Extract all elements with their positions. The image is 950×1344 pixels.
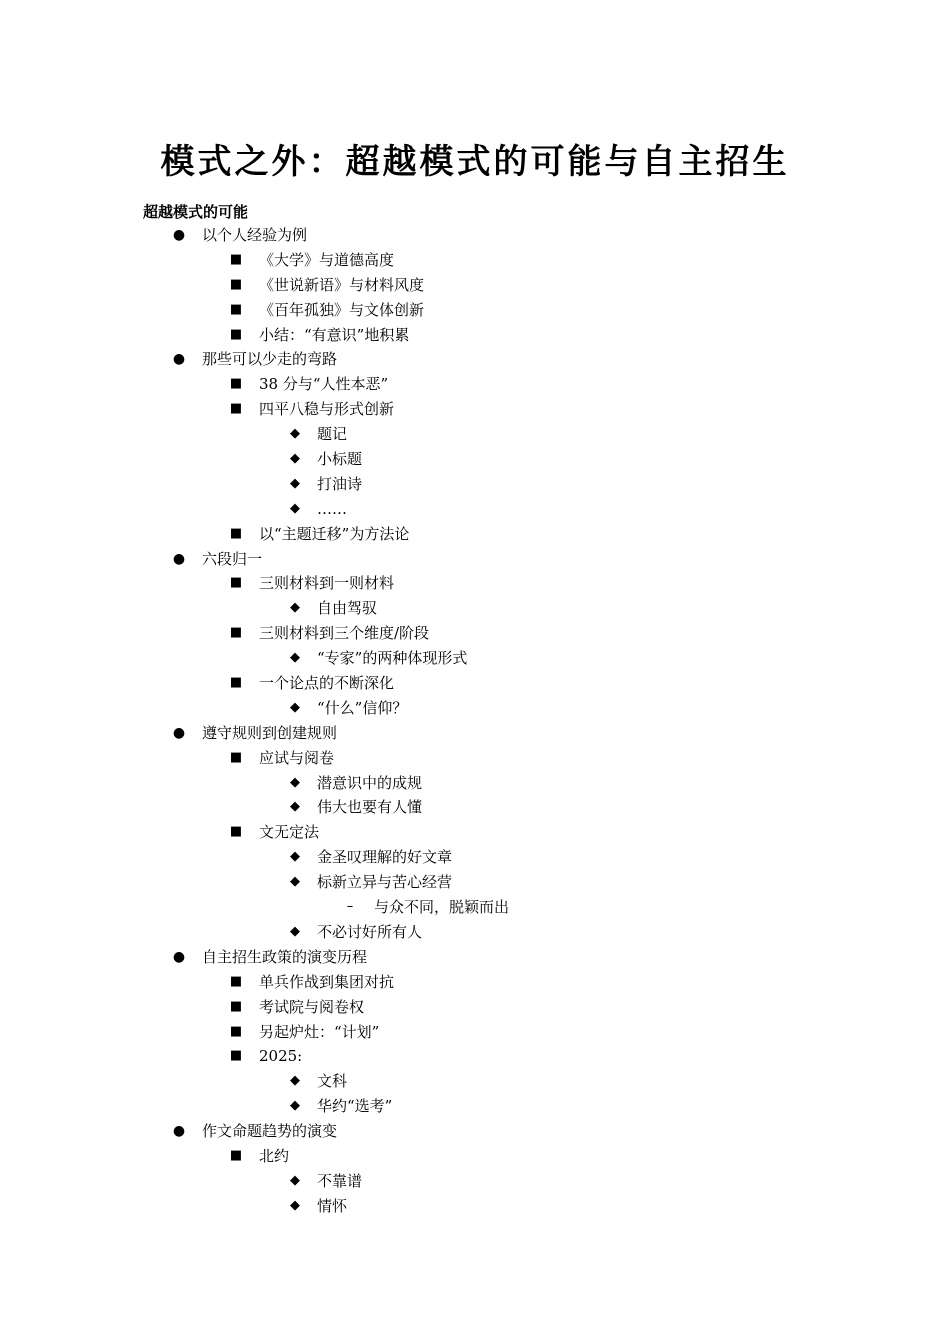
outline-item bbox=[0, 1169, 950, 1194]
outline-item-text: 自主招生政策的演变历程 bbox=[202, 947, 368, 966]
outline-item-text: 题记 bbox=[317, 425, 348, 444]
bullet-square-icon: ■ bbox=[229, 749, 243, 765]
bullet-square-icon: ■ bbox=[229, 973, 243, 989]
outline-item-text: 文无定法 bbox=[259, 823, 320, 842]
outline-item-text: 那些可以少走的弯路 bbox=[202, 350, 338, 369]
outline-item bbox=[0, 1144, 950, 1169]
outline-item bbox=[0, 223, 950, 248]
outline-item-text: 应试与阅卷 bbox=[259, 748, 335, 767]
outline-item-text: 小标题 bbox=[317, 450, 363, 469]
bullet-dot-icon: ● bbox=[172, 351, 186, 368]
bullet-diamond-icon: ◆ bbox=[290, 426, 300, 442]
outline-item-text: 2025: bbox=[259, 1047, 303, 1066]
bullet-dot-icon: ● bbox=[172, 227, 186, 243]
bullet-square-icon: ■ bbox=[229, 575, 243, 591]
outline-item-text: 情怀 bbox=[317, 1196, 348, 1215]
outline-item-text: 自由驾驭 bbox=[317, 599, 378, 618]
outline-item-text: 华约“选考” bbox=[317, 1097, 393, 1116]
outline-item-text: 《大学》与道德高度 bbox=[259, 250, 395, 269]
bullet-dot-icon: ● bbox=[172, 1123, 186, 1140]
bullet-square-icon: ■ bbox=[229, 301, 243, 317]
bullet-square-icon: ■ bbox=[229, 251, 243, 267]
outline-item-text: 作文命题趋势的演变 bbox=[202, 1122, 338, 1141]
bullet-dot-icon: ● bbox=[172, 948, 186, 965]
outline-item bbox=[0, 895, 950, 920]
bullet-diamond-icon: ◆ bbox=[290, 650, 300, 666]
outline-item-text: 遵守规则到创建规则 bbox=[202, 723, 338, 742]
outline-item bbox=[0, 522, 950, 547]
outline-item bbox=[0, 347, 950, 372]
outline-item-text: 以个人经验为例 bbox=[202, 226, 308, 244]
outline-item-text: 一个论点的不断深化 bbox=[259, 674, 395, 693]
outline-item-text: 四平八稳与形式创新 bbox=[259, 400, 395, 419]
outline-item bbox=[0, 646, 950, 671]
bullet-square-icon: ■ bbox=[229, 276, 243, 292]
bullet-diamond-icon: ◆ bbox=[290, 849, 300, 865]
outline-item bbox=[0, 323, 950, 348]
bullet-dash-icon: – bbox=[346, 899, 354, 915]
outline-item bbox=[0, 970, 950, 995]
outline-item bbox=[0, 1020, 950, 1045]
bullet-diamond-icon: ◆ bbox=[290, 799, 300, 815]
outline-item-text: 打油诗 bbox=[317, 474, 363, 493]
bullet-diamond-icon: ◆ bbox=[290, 774, 300, 790]
outline-list bbox=[0, 223, 950, 1219]
outline-item-text: “专家”的两种体现形式 bbox=[317, 649, 468, 668]
bullet-diamond-icon: ◆ bbox=[290, 874, 300, 890]
section-heading: 超越模式的可能 bbox=[143, 203, 249, 221]
outline-item bbox=[0, 1044, 950, 1069]
outline-item-text: 不靠谱 bbox=[317, 1171, 363, 1190]
bullet-dot-icon: ● bbox=[172, 550, 186, 567]
outline-item-text: 六段归一 bbox=[202, 549, 263, 568]
outline-item bbox=[0, 1119, 950, 1144]
outline-item bbox=[0, 870, 950, 895]
bullet-diamond-icon: ◆ bbox=[290, 1197, 300, 1213]
outline-item-text: 标新立异与苦心经营 bbox=[317, 873, 453, 892]
outline-item bbox=[0, 1094, 950, 1119]
outline-item-text: 考试院与阅卷权 bbox=[259, 997, 365, 1016]
bullet-square-icon: ■ bbox=[229, 824, 243, 840]
bullet-diamond-icon: ◆ bbox=[290, 699, 300, 715]
outline-item-text: …… bbox=[317, 499, 347, 518]
outline-item-text: 文科 bbox=[317, 1072, 348, 1091]
outline-item bbox=[0, 596, 950, 621]
outline-item bbox=[0, 1194, 950, 1219]
outline-item bbox=[0, 771, 950, 796]
outline-item bbox=[0, 447, 950, 472]
outline-item bbox=[0, 621, 950, 646]
outline-item-text: 另起炉灶：“计划” bbox=[259, 1022, 380, 1041]
outline-item-text: 与众不同，脱颖而出 bbox=[374, 898, 510, 917]
outline-item-text: 小结：“有意识”地积累 bbox=[259, 325, 410, 344]
outline-item-text: 《世说新语》与材料风度 bbox=[259, 275, 425, 294]
bullet-square-icon: ■ bbox=[229, 525, 243, 541]
outline-item bbox=[0, 248, 950, 273]
outline-item-text: 38 分与“人性本恶” bbox=[259, 375, 389, 394]
outline-item bbox=[0, 696, 950, 721]
outline-item-text: 不必讨好所有人 bbox=[317, 922, 423, 941]
bullet-square-icon: ■ bbox=[229, 1023, 243, 1039]
outline-item-text: 金圣叹理解的好文章 bbox=[317, 848, 453, 867]
outline-item bbox=[0, 721, 950, 746]
bullet-diamond-icon: ◆ bbox=[290, 500, 300, 516]
bullet-diamond-icon: ◆ bbox=[290, 600, 300, 616]
bullet-square-icon: ■ bbox=[229, 401, 243, 417]
bullet-square-icon: ■ bbox=[229, 376, 243, 392]
outline-item-text: 单兵作战到集团对抗 bbox=[259, 972, 395, 991]
outline-item-text: 三则材料到一则材料 bbox=[259, 574, 395, 593]
outline-item-text: 《百年孤独》与文体创新 bbox=[259, 300, 425, 319]
outline-item bbox=[0, 995, 950, 1020]
bullet-diamond-icon: ◆ bbox=[290, 451, 300, 467]
bullet-square-icon: ■ bbox=[229, 625, 243, 641]
bullet-diamond-icon: ◆ bbox=[290, 923, 300, 939]
outline-item-text: 北约 bbox=[259, 1146, 290, 1165]
bullet-square-icon: ■ bbox=[229, 326, 243, 342]
outline-item bbox=[0, 845, 950, 870]
outline-item bbox=[0, 820, 950, 845]
outline-item bbox=[0, 571, 950, 596]
bullet-square-icon: ■ bbox=[229, 675, 243, 691]
outline-item-text: 潜意识中的成规 bbox=[317, 773, 423, 792]
outline-item bbox=[0, 273, 950, 298]
bullet-square-icon: ■ bbox=[229, 1048, 243, 1064]
outline-item bbox=[0, 795, 950, 820]
outline-item bbox=[0, 920, 950, 945]
outline-item bbox=[0, 298, 950, 323]
outline-item bbox=[0, 472, 950, 497]
bullet-diamond-icon: ◆ bbox=[290, 1073, 300, 1089]
bullet-diamond-icon: ◆ bbox=[290, 475, 300, 491]
outline-item bbox=[0, 422, 950, 447]
outline-item bbox=[0, 1069, 950, 1094]
outline-item bbox=[0, 547, 950, 572]
bullet-diamond-icon: ◆ bbox=[290, 1172, 300, 1188]
outline-item-text: 伟大也要有人懂 bbox=[317, 798, 423, 817]
outline-item bbox=[0, 671, 950, 696]
outline-item-text: 以“主题迁移”为方法论 bbox=[259, 524, 410, 543]
outline-item bbox=[0, 945, 950, 970]
outline-item bbox=[0, 746, 950, 771]
outline-item bbox=[0, 372, 950, 397]
bullet-square-icon: ■ bbox=[229, 1147, 243, 1163]
bullet-dot-icon: ● bbox=[172, 724, 186, 741]
outline-item-text: “什么”信仰？ bbox=[317, 698, 408, 717]
outline-item bbox=[0, 497, 950, 522]
document-title: 模式之外：超越模式的可能与自主招生 bbox=[160, 142, 790, 182]
bullet-diamond-icon: ◆ bbox=[290, 1098, 300, 1114]
outline-item-text: 三则材料到三个维度/阶段 bbox=[259, 624, 430, 643]
bullet-square-icon: ■ bbox=[229, 998, 243, 1014]
outline-item bbox=[0, 397, 950, 422]
